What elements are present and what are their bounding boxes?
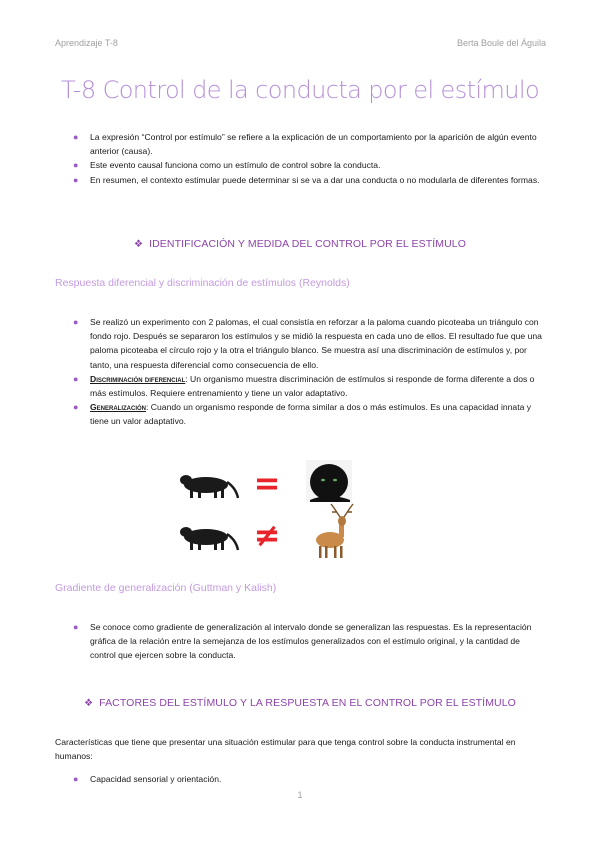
subheading-respuesta-diferencial: Respuesta diferencial y discriminación de estímulos (Reynolds) — [55, 277, 350, 289]
list-item: ● En resumen, el contexto estimular puede determinar si se va a dar una conducta o no modularla de diferentes formas. — [90, 173, 550, 187]
list-item: ● Capacidad sensorial y orientación. — [90, 772, 548, 786]
gradiente-list — [73, 620, 548, 663]
term-discriminacion: Discriminación diferencial — [90, 373, 186, 384]
term-generalizacion: Generalización — [90, 402, 147, 413]
panther-face-image — [306, 460, 352, 502]
reynolds-list — [73, 315, 548, 429]
diamond-icon: ❖ — [84, 698, 94, 709]
black-panther-image-top — [180, 475, 238, 498]
equal-symbol: = — [253, 464, 281, 502]
diamond-icon: ❖ — [134, 239, 144, 250]
generalization-figure — [174, 458, 366, 561]
bullet-icon: ● — [73, 160, 79, 171]
bullet-icon: ● — [73, 174, 79, 185]
deer-image — [316, 504, 353, 558]
list-item: ● Discriminación diferencial: Un organismo muestra discriminación de estímulos si responde de forma diferente a dos o más estímulos. Requiere entrenamiento y tiene un valor adaptativo. — [73, 373, 535, 399]
bullet-icon: ● — [73, 373, 79, 384]
list-item: ● Este evento causal funciona como un estímulo de control sobre la conducta. — [90, 158, 550, 172]
list-item: ● Se realizó un experimento con 2 palomas, el cual consistía en reforzar a la paloma cuando picoteaba un triángulo con fondo rojo. Después se separaron los estímulos y se midió la respuesta en cada uno de ellos. El resultado fue que una paloma picoteaba el círculo rojo y la otra el triángulo blanco. Se muestra así una discriminación de estímulos y, por tanto, una respuesta diferencial como consecuencia de ello. — [73, 317, 542, 370]
factores-list — [73, 772, 548, 786]
black-panther-image-bottom — [180, 527, 238, 550]
header-right: Berta Boule del Águila — [456, 38, 546, 48]
bullet-icon: ● — [73, 132, 79, 142]
intro-list — [73, 130, 550, 187]
bullet-icon: ● — [73, 402, 79, 413]
bullet-icon: ● — [73, 622, 79, 632]
bullet-icon: ● — [73, 774, 79, 784]
paragraph-caracteristicas: Características que tiene que presentar una situación estimular para que tenga control sobre la conducta instrumental en humanos: — [55, 737, 516, 762]
figure-svg — [174, 458, 366, 561]
list-item: ● Generalización: Cuando un organismo responde de forma similar a dos o más estímulos. Es una capacidad innata y tiene un valor adaptativo. — [73, 402, 532, 427]
page-title: T-8 Control de la conducta por el estímulo — [60, 76, 540, 104]
header-left: Aprendizaje T-8 — [55, 38, 118, 48]
list-item: ● La expresión “Control por estímulo” se refiere a la explicación de un comportamiento por la aparición de algún evento anterior (causa). — [73, 132, 537, 157]
not-equal-symbol: ≠ — [253, 516, 281, 554]
section-heading-identificacion: ❖ IDENTIFICACIÓN Y MEDIDA DEL CONTROL POR EL ESTÍMULO — [134, 238, 466, 250]
list-item: ● Se conoce como gradiente de generalización al intervalo donde se generalizan las respuestas. Es la representación gráfica de la relación entre la semejanza de los estímulos generalizados con el estímulo original, y la cantidad de control que ejercen sobre la conducta. — [73, 622, 532, 661]
bullet-icon: ● — [73, 317, 79, 327]
subheading-gradiente: Gradiente de generalización (Guttman y Kalish) — [55, 582, 277, 594]
page-number: 1 — [297, 790, 303, 800]
section-heading-factores: ❖ FACTORES DEL ESTÍMULO Y LA RESPUESTA EN EL CONTROL POR EL ESTÍMULO — [84, 697, 516, 709]
